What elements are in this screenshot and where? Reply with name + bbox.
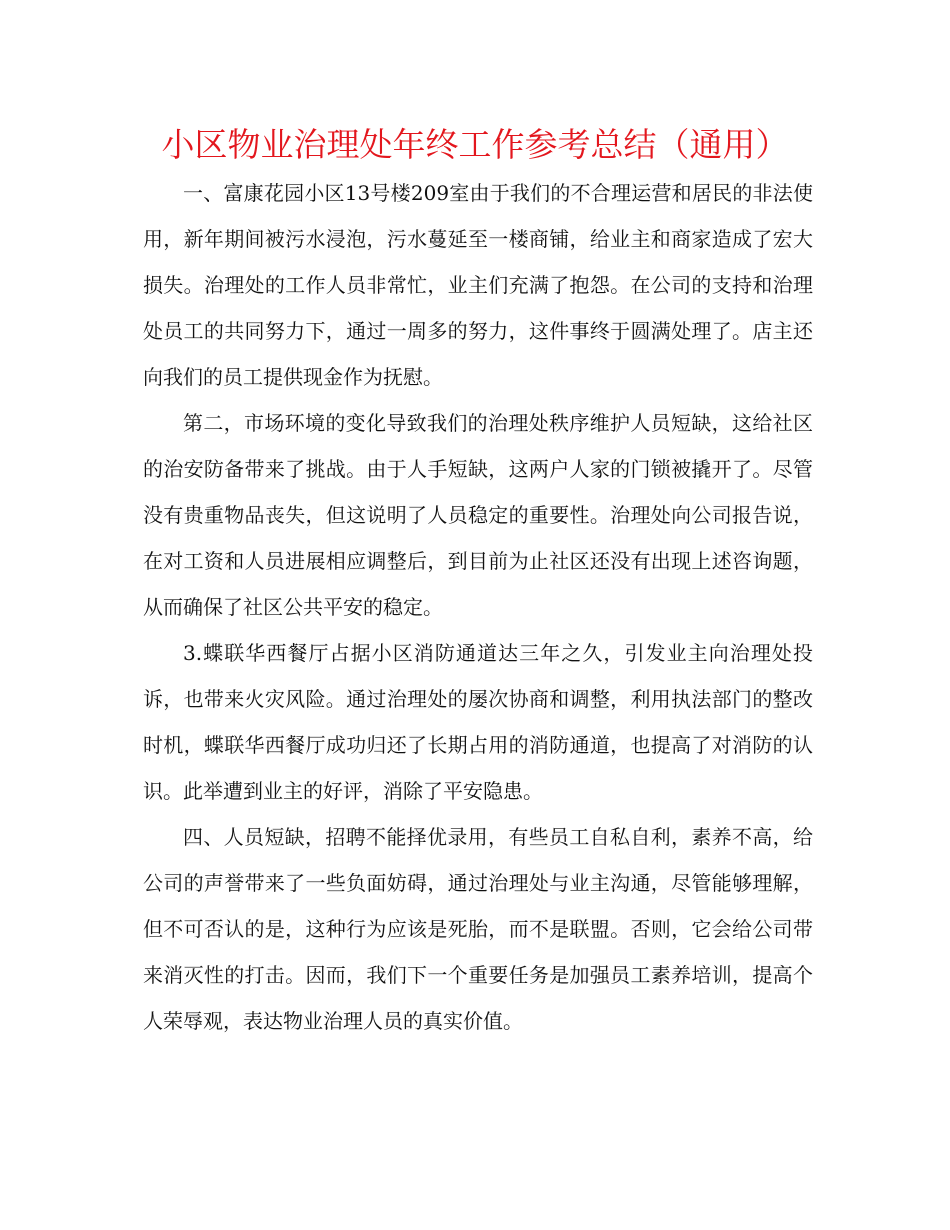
paragraph-3: 3.蝶联华西餐厅占据小区消防通道达三年之久，引发业主向治理处投诉，也带来火灾风险。通过治理处的屡次协商和调整，利用执法部门的整改时机，蝶联华西餐厅成功归还了长期占用的消防通道，也提高了对消防的认识。此举遭到业主的好评，消除了平安隐患。 bbox=[143, 641, 813, 803]
paragraph-4: 四、人员短缺，招聘不能择优录用，有些员工自私自利，素养不高，给公司的声誉带来了一些负面妨碍，通过治理处与业主沟通，尽管能够理解，但不可否认的是，这种行为应该是死胎，而不是联盟。否则，它会给公司带来消灭性的打击。因而，我们下一个重要任务是加强员工素养培训，提高个人荣辱观，表达物业治理人员的真实价值。 bbox=[143, 825, 813, 1033]
paragraph-2: 第二，市场环境的变化导致我们的治理处秩序维护人员短缺，这给社区的治安防备带来了挑战。由于人手短缺，这两户人家的门锁被撬开了。尽管没有贵重物品丧失，但这说明了人员稳定的重要性。治理处向公司报告说，在对工资和人员进展相应调整后，到目前为止社区还没有出现上述咨询题，从而确保了社区公共平安的稳定。 bbox=[143, 411, 813, 619]
paragraph-1: 一、富康花园小区13号楼209室由于我们的不合理运营和居民的非法使用，新年期间被污水浸泡，污水蔓延至一楼商铺，给业主和商家造成了宏大损失。治理处的工作人员非常忙，业主们充满了抱怨。在公司的支持和治理处员工的共同努力下，通过一周多的努力，这件事终于圆满处理了。店主还向我们的员工提供现金作为抚慰。 bbox=[143, 181, 813, 389]
document-body bbox=[143, 170, 813, 1044]
document-title: 小区物业治理处年终工作参考总结（通用） bbox=[161, 125, 789, 164]
